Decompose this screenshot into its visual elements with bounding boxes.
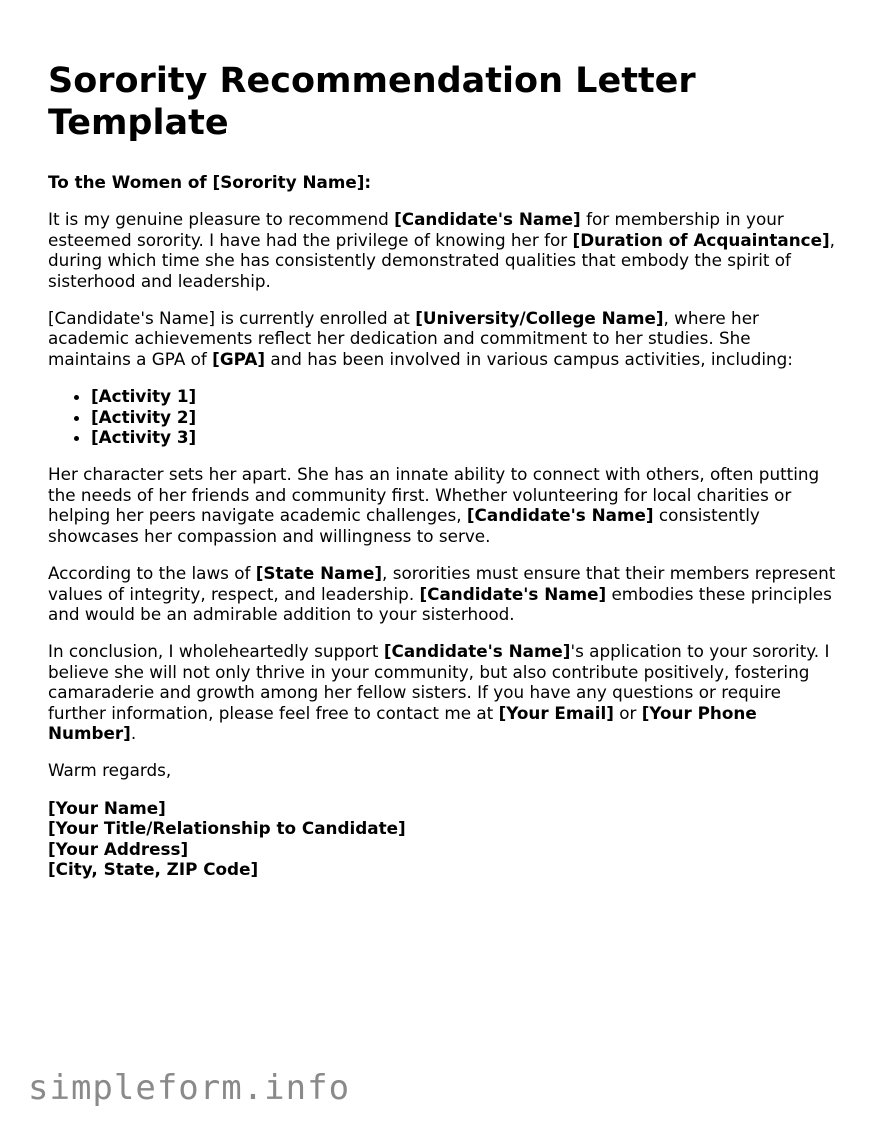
placeholder-gpa: [GPA]: [212, 348, 266, 369]
list-item: • [Activity 3]: [91, 427, 838, 447]
paragraph-state-law: [48, 563, 838, 624]
paragraph-introduction: [48, 209, 838, 291]
closing: Warm regards,: [48, 760, 172, 781]
letter-document: [48, 60, 838, 879]
text-segment: or: [613, 702, 642, 723]
text-segment: for membership in your esteemed sorority. I have had the privilege of knowing her for: [48, 209, 784, 250]
text-segment: Her character sets her apart. She has an innate ability to connect with others, often putting the needs of her friends and community first. Whether volunteering for local charities or helping her peers navigate academic challenges,: [48, 464, 820, 526]
page-title: Sorority Recommendation Letter Template: [48, 61, 696, 143]
text-segment: 's application to your sorority. I believe she will not only thrive in your community, but also contribute positively, fostering camaraderie and growth among her fellow sisters. If you have any questions or require further information, please feel free to contact me at: [48, 641, 830, 723]
signature-block: [48, 798, 838, 880]
text-segment: , where her academic achievements reflect her dedication and commitment to her studies. She maintains a GPA of: [48, 308, 759, 369]
text-segment: , sororities must ensure that their members represent values of integrity, respect, and leadership.: [48, 563, 836, 604]
placeholder-candidate-name: [Candidate's Name]: [466, 505, 654, 526]
placeholder-candidate-name: [Candidate's Name]: [383, 641, 571, 662]
signature-name: [Your Name]: [48, 797, 166, 818]
paragraph-character: [48, 464, 838, 546]
placeholder-duration: [Duration of Acquaintance]: [572, 229, 830, 250]
list-item: • [Activity 1]: [91, 386, 838, 406]
placeholder-state-name: [State Name]: [255, 563, 383, 584]
text-segment: embodies these principles and would be an admirable addition to your sisterhood.: [48, 583, 832, 624]
activities-list: [48, 386, 838, 447]
placeholder-university: [University/College Name]: [415, 308, 664, 329]
list-item: • [Activity 2]: [91, 407, 838, 427]
signature-address: [Your Address]: [48, 838, 189, 859]
placeholder-candidate-name: [Candidate's Name]: [394, 209, 581, 230]
signature-city: [City, State, ZIP Code]: [48, 858, 259, 879]
placeholder-phone: [Your Phone Number]: [48, 702, 757, 743]
text-segment: It is my genuine pleasure to recommend: [48, 209, 395, 230]
text-segment: In conclusion, I wholeheartedly support: [48, 641, 384, 662]
text-segment: [Candidate's Name] is currently enrolled at: [48, 308, 416, 329]
text-segment: , during which time she has consistently demonstrated qualities that embody the spirit of sisterhood and leadership.: [48, 229, 835, 291]
signature-title: [Your Title/Relationship to Candidate]: [48, 818, 406, 839]
placeholder-candidate-name: [Candidate's Name]: [419, 583, 607, 604]
paragraph-conclusion: [48, 641, 838, 743]
salutation: To the Women of [Sorority Name]:: [48, 172, 372, 192]
text-segment: consistently showcases her compassion and willingness to serve.: [48, 505, 760, 546]
text-segment: According to the laws of: [48, 563, 256, 584]
paragraph-academics: [48, 308, 838, 369]
placeholder-email: [Your Email]: [498, 702, 614, 723]
text-segment: and has been involved in various campus activities, including:: [265, 348, 793, 369]
watermark: simpleform.info: [28, 1068, 351, 1108]
text-segment: .: [130, 722, 137, 743]
